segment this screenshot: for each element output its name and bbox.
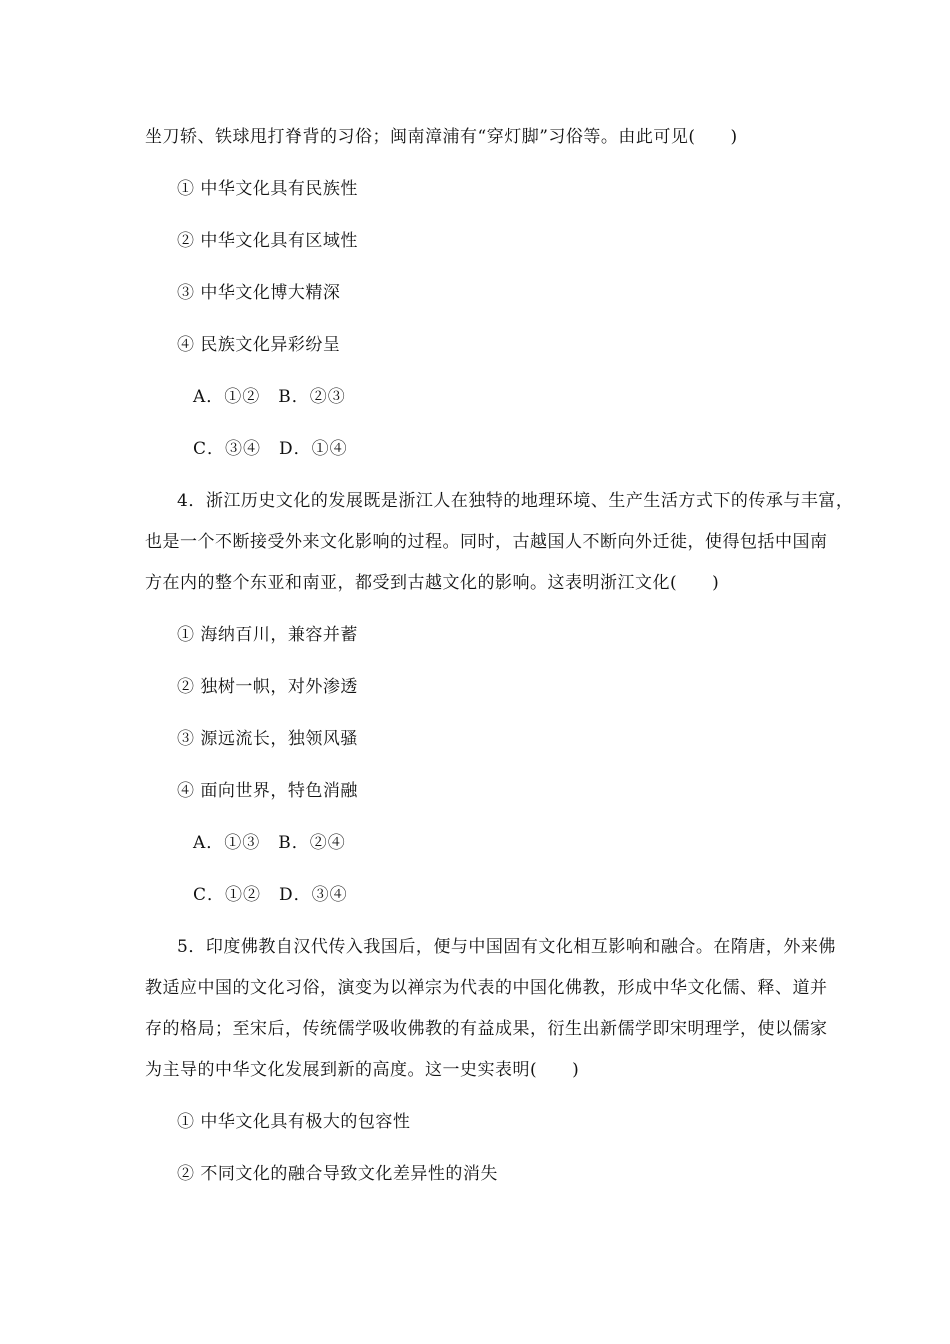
q4-options-ab: A．①③ B．②④	[193, 833, 346, 853]
q4-stem-line-1: 4．浙江历史文化的发展既是浙江人在独特的地理环境、生产生活方式下的传承与丰富，	[177, 491, 854, 511]
q5-item-2: ② 不同文化的融合导致文化差异性的消失	[177, 1164, 498, 1184]
q4-stem-line-2: 也是一个不断接受外来文化影响的过程。同时，古越国人不断向外迁徙，使得包括中国南	[145, 532, 828, 552]
q4-options-cd: C．①② D．③④	[193, 885, 348, 905]
q3-item-1: ① 中华文化具有民族性	[177, 179, 358, 199]
q3-item-3: ③ 中华文化博大精深	[177, 283, 341, 303]
q4-item-3: ③ 源远流长，独领风骚	[177, 729, 358, 749]
q3-options-ab: A．①② B．②③	[193, 387, 346, 407]
q5-stem-line-3: 存的格局；至宋后，传统儒学吸收佛教的有益成果，衍生出新儒学即宋明理学，使以儒家	[145, 1019, 828, 1039]
q4-item-1: ① 海纳百川，兼容并蓄	[177, 625, 358, 645]
q4-item-2: ② 独树一帜，对外渗透	[177, 677, 358, 697]
q3-item-4: ④ 民族文化异彩纷呈	[177, 335, 341, 355]
q5-stem-line-4: 为主导的中华文化发展到新的高度。这一史实表明( )	[145, 1060, 580, 1080]
q5-stem-line-1: 5．印度佛教自汉代传入我国后，便与中国固有文化相互影响和融合。在隋唐，外来佛	[177, 937, 836, 957]
q3-options-cd: C．③④ D．①④	[193, 439, 348, 459]
q5-stem-line-2: 教适应中国的文化习俗，演变为以禅宗为代表的中国化佛教，形成中华文化儒、释、道并	[145, 978, 828, 998]
q5-item-1: ① 中华文化具有极大的包容性	[177, 1112, 411, 1132]
q4-stem-line-3: 方在内的整个东亚和南亚，都受到古越文化的影响。这表明浙江文化( )	[145, 573, 720, 593]
q4-item-4: ④ 面向世界，特色消融	[177, 781, 358, 801]
q3-item-2: ② 中华文化具有区域性	[177, 231, 358, 251]
q3-stem-tail: 坐刀轿、铁球甩打脊背的习俗；闽南漳浦有“穿灯脚”习俗等。由此可见( )	[145, 127, 738, 147]
